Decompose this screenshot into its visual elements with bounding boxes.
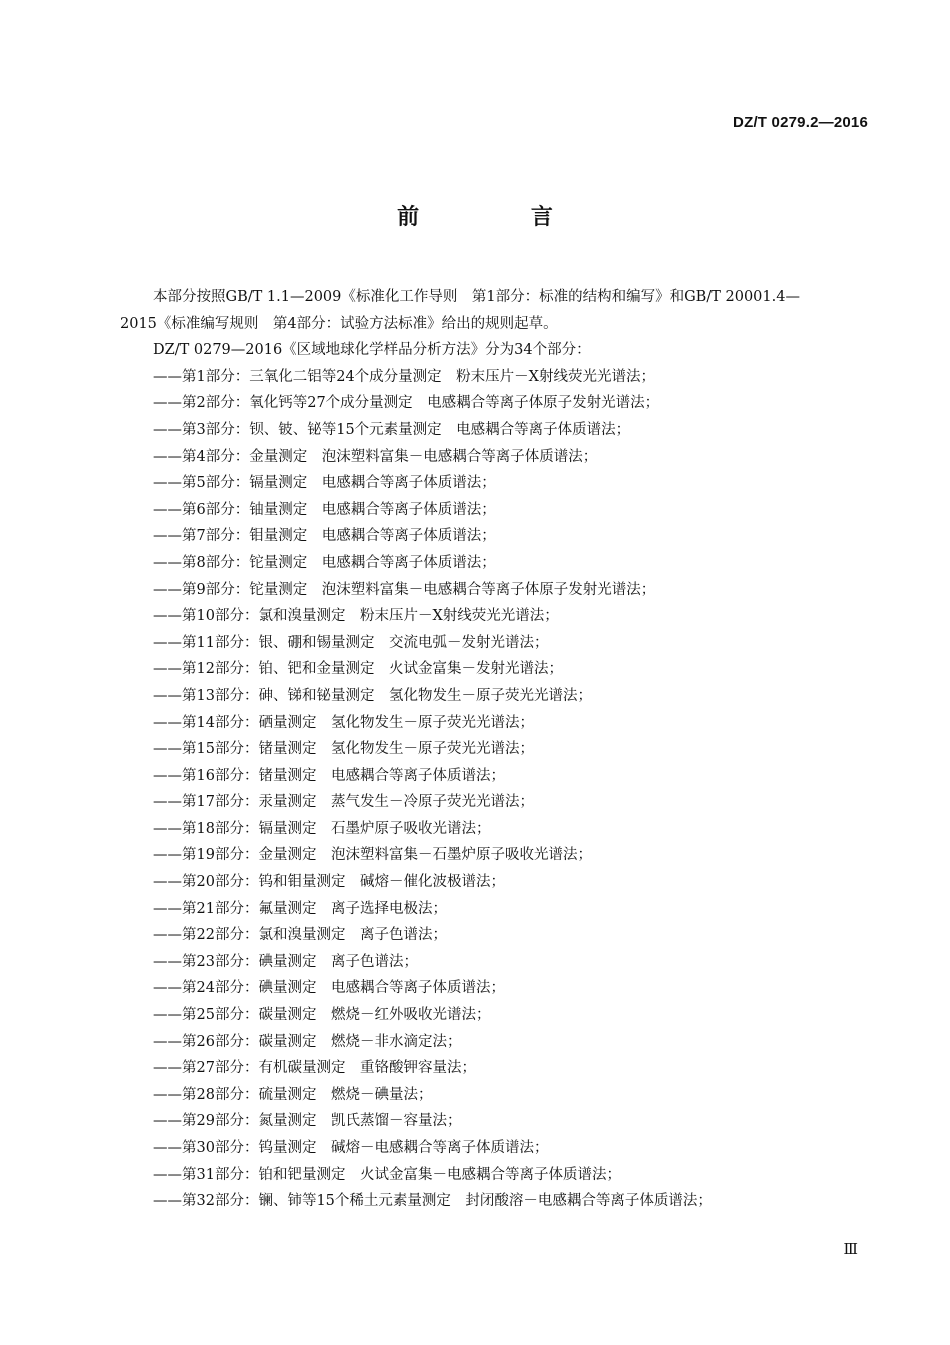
list-item: ——第25部分：碳量测定 燃烧－红外吸收光谱法； xyxy=(153,1007,491,1024)
list-item: ——第30部分：钨量测定 碱熔－电感耦合等离子体质谱法； xyxy=(153,1140,549,1156)
list-item: ——第23部分：碘量测定 离子色谱法； xyxy=(153,953,418,970)
list-item: ——第4部分：金量测定 泡沫塑料富集－电感耦合等离子体质谱法； xyxy=(153,448,598,465)
list-item: ——第9部分：铊量测定 泡沫塑料富集－电感耦合等离子体原子发射光谱法； xyxy=(153,581,656,598)
list-item: ——第18部分：镉量测定 石墨炉原子吸收光谱法； xyxy=(153,820,491,837)
list-item: ——第2部分：氧化钙等27个成分量测定 电感耦合等离子体原子发射光谱法； xyxy=(153,395,660,412)
list-item: ——第32部分：镧、铈等15个稀土元素量测定 封闭酸溶－电感耦合等离子体质谱法； xyxy=(153,1193,712,1210)
parts-list xyxy=(120,364,870,1215)
list-item: ——第15部分：锗量测定 氢化物发生－原子荧光光谱法； xyxy=(153,741,534,758)
list-item: ——第21部分：氟量测定 离子选择电极法； xyxy=(153,900,447,917)
list-item: ——第11部分：银、硼和锡量测定 交流电弧－发射光谱法； xyxy=(153,634,549,651)
list-item: ——第26部分：碳量测定 燃烧－非水滴定法； xyxy=(153,1033,462,1050)
list-item: ——第1部分：三氧化二铝等24个成分量测定 粉末压片－X射线荧光光谱法； xyxy=(153,368,655,385)
list-item: ——第27部分：有机碳量测定 重铬酸钾容量法； xyxy=(153,1060,476,1077)
list-item: ——第28部分：硫量测定 燃烧－碘量法； xyxy=(153,1086,433,1103)
intro-line-1: 本部分按照GB/T 1.1—2009《标准化工作导则 第1部分：标准的结构和编写》和GB/T 20001.4— xyxy=(153,289,800,305)
list-item: ——第31部分：铂和钯量测定 火试金富集－电感耦合等离子体质谱法； xyxy=(153,1166,621,1183)
list-item: ——第16部分：锗量测定 电感耦合等离子体质谱法； xyxy=(153,767,505,784)
foreword-body xyxy=(120,284,870,1215)
list-item: ——第10部分：氯和溴量测定 粉末压片－X射线荧光光谱法； xyxy=(153,608,559,625)
list-item: ——第17部分：汞量测定 蒸气发生－冷原子荧光光谱法； xyxy=(153,794,534,811)
list-item: ——第13部分：砷、锑和铋量测定 氢化物发生－原子荧光光谱法； xyxy=(153,687,592,704)
list-item: ——第6部分：铀量测定 电感耦合等离子体质谱法； xyxy=(153,501,496,518)
intro-line-2: 2015《标准编写规则 第4部分：试验方法标准》给出的规则起草。 xyxy=(120,315,558,332)
intro-line-3: DZ/T 0279—2016《区域地球化学样品分析方法》分为34个部分： xyxy=(153,342,591,359)
list-item: ——第22部分：氯和溴量测定 离子色谱法； xyxy=(153,927,447,944)
list-item: ——第20部分：钨和钼量测定 碱熔－催化波极谱法； xyxy=(153,874,505,891)
list-item: ——第24部分：碘量测定 电感耦合等离子体质谱法； xyxy=(153,980,505,997)
list-item: ——第14部分：硒量测定 氢化物发生－原子荧光光谱法； xyxy=(153,714,534,731)
list-item: ——第19部分：金量测定 泡沫塑料富集－石墨炉原子吸收光谱法； xyxy=(153,847,592,864)
list-item: ——第12部分：铂、钯和金量测定 火试金富集－发射光谱法； xyxy=(153,661,563,678)
page-number: Ⅲ xyxy=(843,1240,858,1258)
list-item: ——第3部分：钡、铍、铋等15个元素量测定 电感耦合等离子体质谱法； xyxy=(153,421,631,438)
list-item: ——第5部分：镉量测定 电感耦合等离子体质谱法； xyxy=(153,475,496,492)
list-item: ——第8部分：铊量测定 电感耦合等离子体质谱法； xyxy=(153,554,496,571)
document-number: DZ/T 0279.2—2016 xyxy=(733,114,868,131)
list-item: ——第29部分：氮量测定 凯氏蒸馏－容量法； xyxy=(153,1113,462,1130)
list-item: ——第7部分：钼量测定 电感耦合等离子体质谱法； xyxy=(153,528,496,545)
page-title: 前 言 xyxy=(397,205,605,230)
